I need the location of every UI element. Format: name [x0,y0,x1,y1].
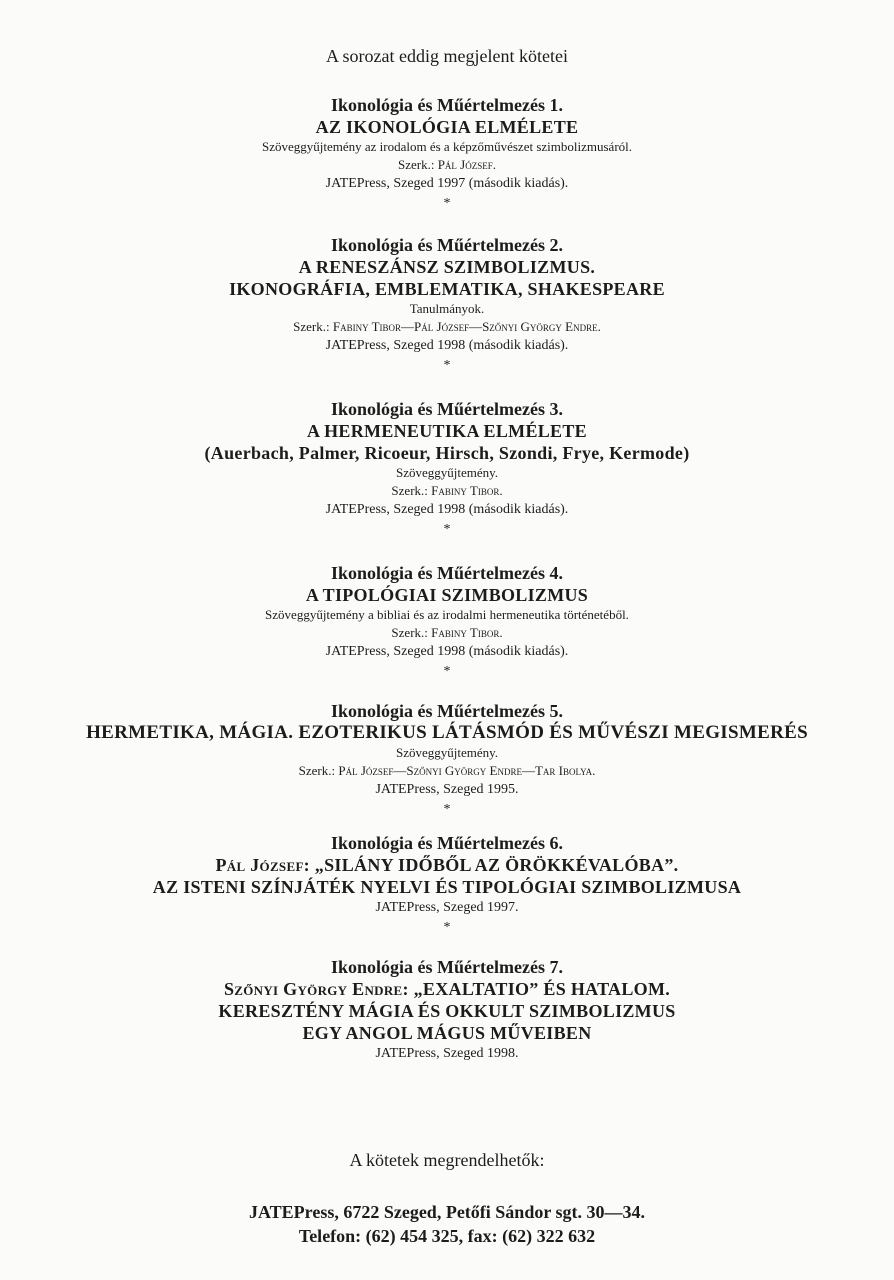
volume-description: Tanulmányok. [409,301,485,316]
volume-title: IKONOGRÁFIA, EMBLEMATIKA, SHAKESPEARE [229,279,665,299]
volume-editors: Szerk.: Fabiny Tibor. [391,625,503,640]
volume-title: Pál József: „SILÁNY IDŐBŐL AZ ÖRÖKKÉVALÓBA”. [215,855,679,875]
separator-asterisk: * [443,358,451,373]
volume-publisher: JATEPress, Szeged 1997 (második kiadás). [325,176,569,191]
contact-block [0,1200,894,1248]
volume-editors: Szerk.: Fabiny Tibor—Pál József—Szőnyi György Endre. [293,319,601,334]
order-info: A kötetek megrendelhetők: [349,1150,545,1170]
volume-author: Pál József: [215,855,310,875]
volume-title: HERMETIKA, MÁGIA. EZOTERIKUS LÁTÁSMÓD ÉS MŰVÉSZI MEGISMERÉS [86,722,808,743]
volume-6 [0,832,894,934]
volume-description: Szöveggyűjtemény a bibliai és az irodalmi hermeneutika történetéből. [265,607,629,622]
volume-series: Ikonológia és Műértelmezés 5. [331,701,563,721]
volume-publisher: JATEPress, Szeged 1998. [375,1046,519,1061]
separator-asterisk: * [443,196,451,211]
volume-5 [0,700,894,816]
volume-series: Ikonológia és Műértelmezés 3. [331,399,563,419]
volume-title: EGY ANGOL MÁGUS MŰVEIBEN [302,1023,592,1043]
volume-publisher: JATEPress, Szeged 1998 (második kiadás). [325,644,569,659]
volume-series: Ikonológia és Műértelmezés 7. [331,957,563,977]
publisher-address: JATEPress, 6722 Szeged, Petőfi Sándor sgt. 30—34. [249,1202,645,1222]
volume-7 [0,956,894,1064]
volume-series: Ikonológia és Műértelmezés 6. [331,833,563,853]
volume-author: Szőnyi György Endre: [223,979,409,999]
volume-2 [0,234,894,372]
volume-title: KERESZTÉNY MÁGIA ÉS OKKULT SZIMBOLIZMUS [218,1001,676,1021]
volume-title: A RENESZÁNSZ SZIMBOLIZMUS. [298,257,596,277]
volume-editors: Szerk.: Pál József. [397,157,496,172]
volume-title: (Auerbach, Palmer, Ricoeur, Hirsch, Szondi, Frye, Kermode) [204,443,690,463]
volume-1 [0,94,894,210]
series-intro: A sorozat eddig megjelent kötetei [326,46,568,66]
volume-publisher: JATEPress, Szeged 1997. [375,900,519,915]
separator-asterisk: * [443,802,451,817]
volume-series: Ikonológia és Műértelmezés 4. [331,563,563,583]
volume-title: AZ ISTENI SZÍNJÁTÉK NYELVI ÉS TIPOLÓGIAI SZIMBOLIZMUSA [152,877,742,897]
volume-title: Szőnyi György Endre: „EXALTATIO” ÉS HATALOM. [223,979,671,999]
volume-description: Szöveggyűjtemény az irodalom és a képzőművészet szimbolizmusáról. [261,139,633,154]
volume-3 [0,398,894,536]
volume-editors: Szerk.: Pál József—Szőnyi György Endre—Tar Ibolya. [298,763,596,778]
volume-title: A HERMENEUTIKA ELMÉLETE [307,421,587,441]
volume-description: Szöveggyűjtemény. [395,465,499,480]
separator-asterisk: * [443,920,451,935]
volume-description: Szöveggyűjtemény. [395,745,499,760]
volume-series: Ikonológia és Műértelmezés 1. [331,95,563,115]
volume-title: A TIPOLÓGIAI SZIMBOLIZMUS [305,585,589,605]
volume-publisher: JATEPress, Szeged 1998 (második kiadás). [325,502,569,517]
separator-asterisk: * [443,664,451,679]
volume-publisher: JATEPress, Szeged 1995. [375,782,519,797]
volume-title: AZ IKONOLÓGIA ELMÉLETE [315,117,579,137]
publisher-phone: Telefon: (62) 454 325, fax: (62) 322 632 [298,1226,596,1246]
separator-asterisk: * [443,522,451,537]
volume-publisher: JATEPress, Szeged 1998 (második kiadás). [325,338,569,353]
volume-4 [0,562,894,678]
volume-editors: Szerk.: Fabiny Tibor. [391,483,503,498]
volume-series: Ikonológia és Műértelmezés 2. [331,235,563,255]
